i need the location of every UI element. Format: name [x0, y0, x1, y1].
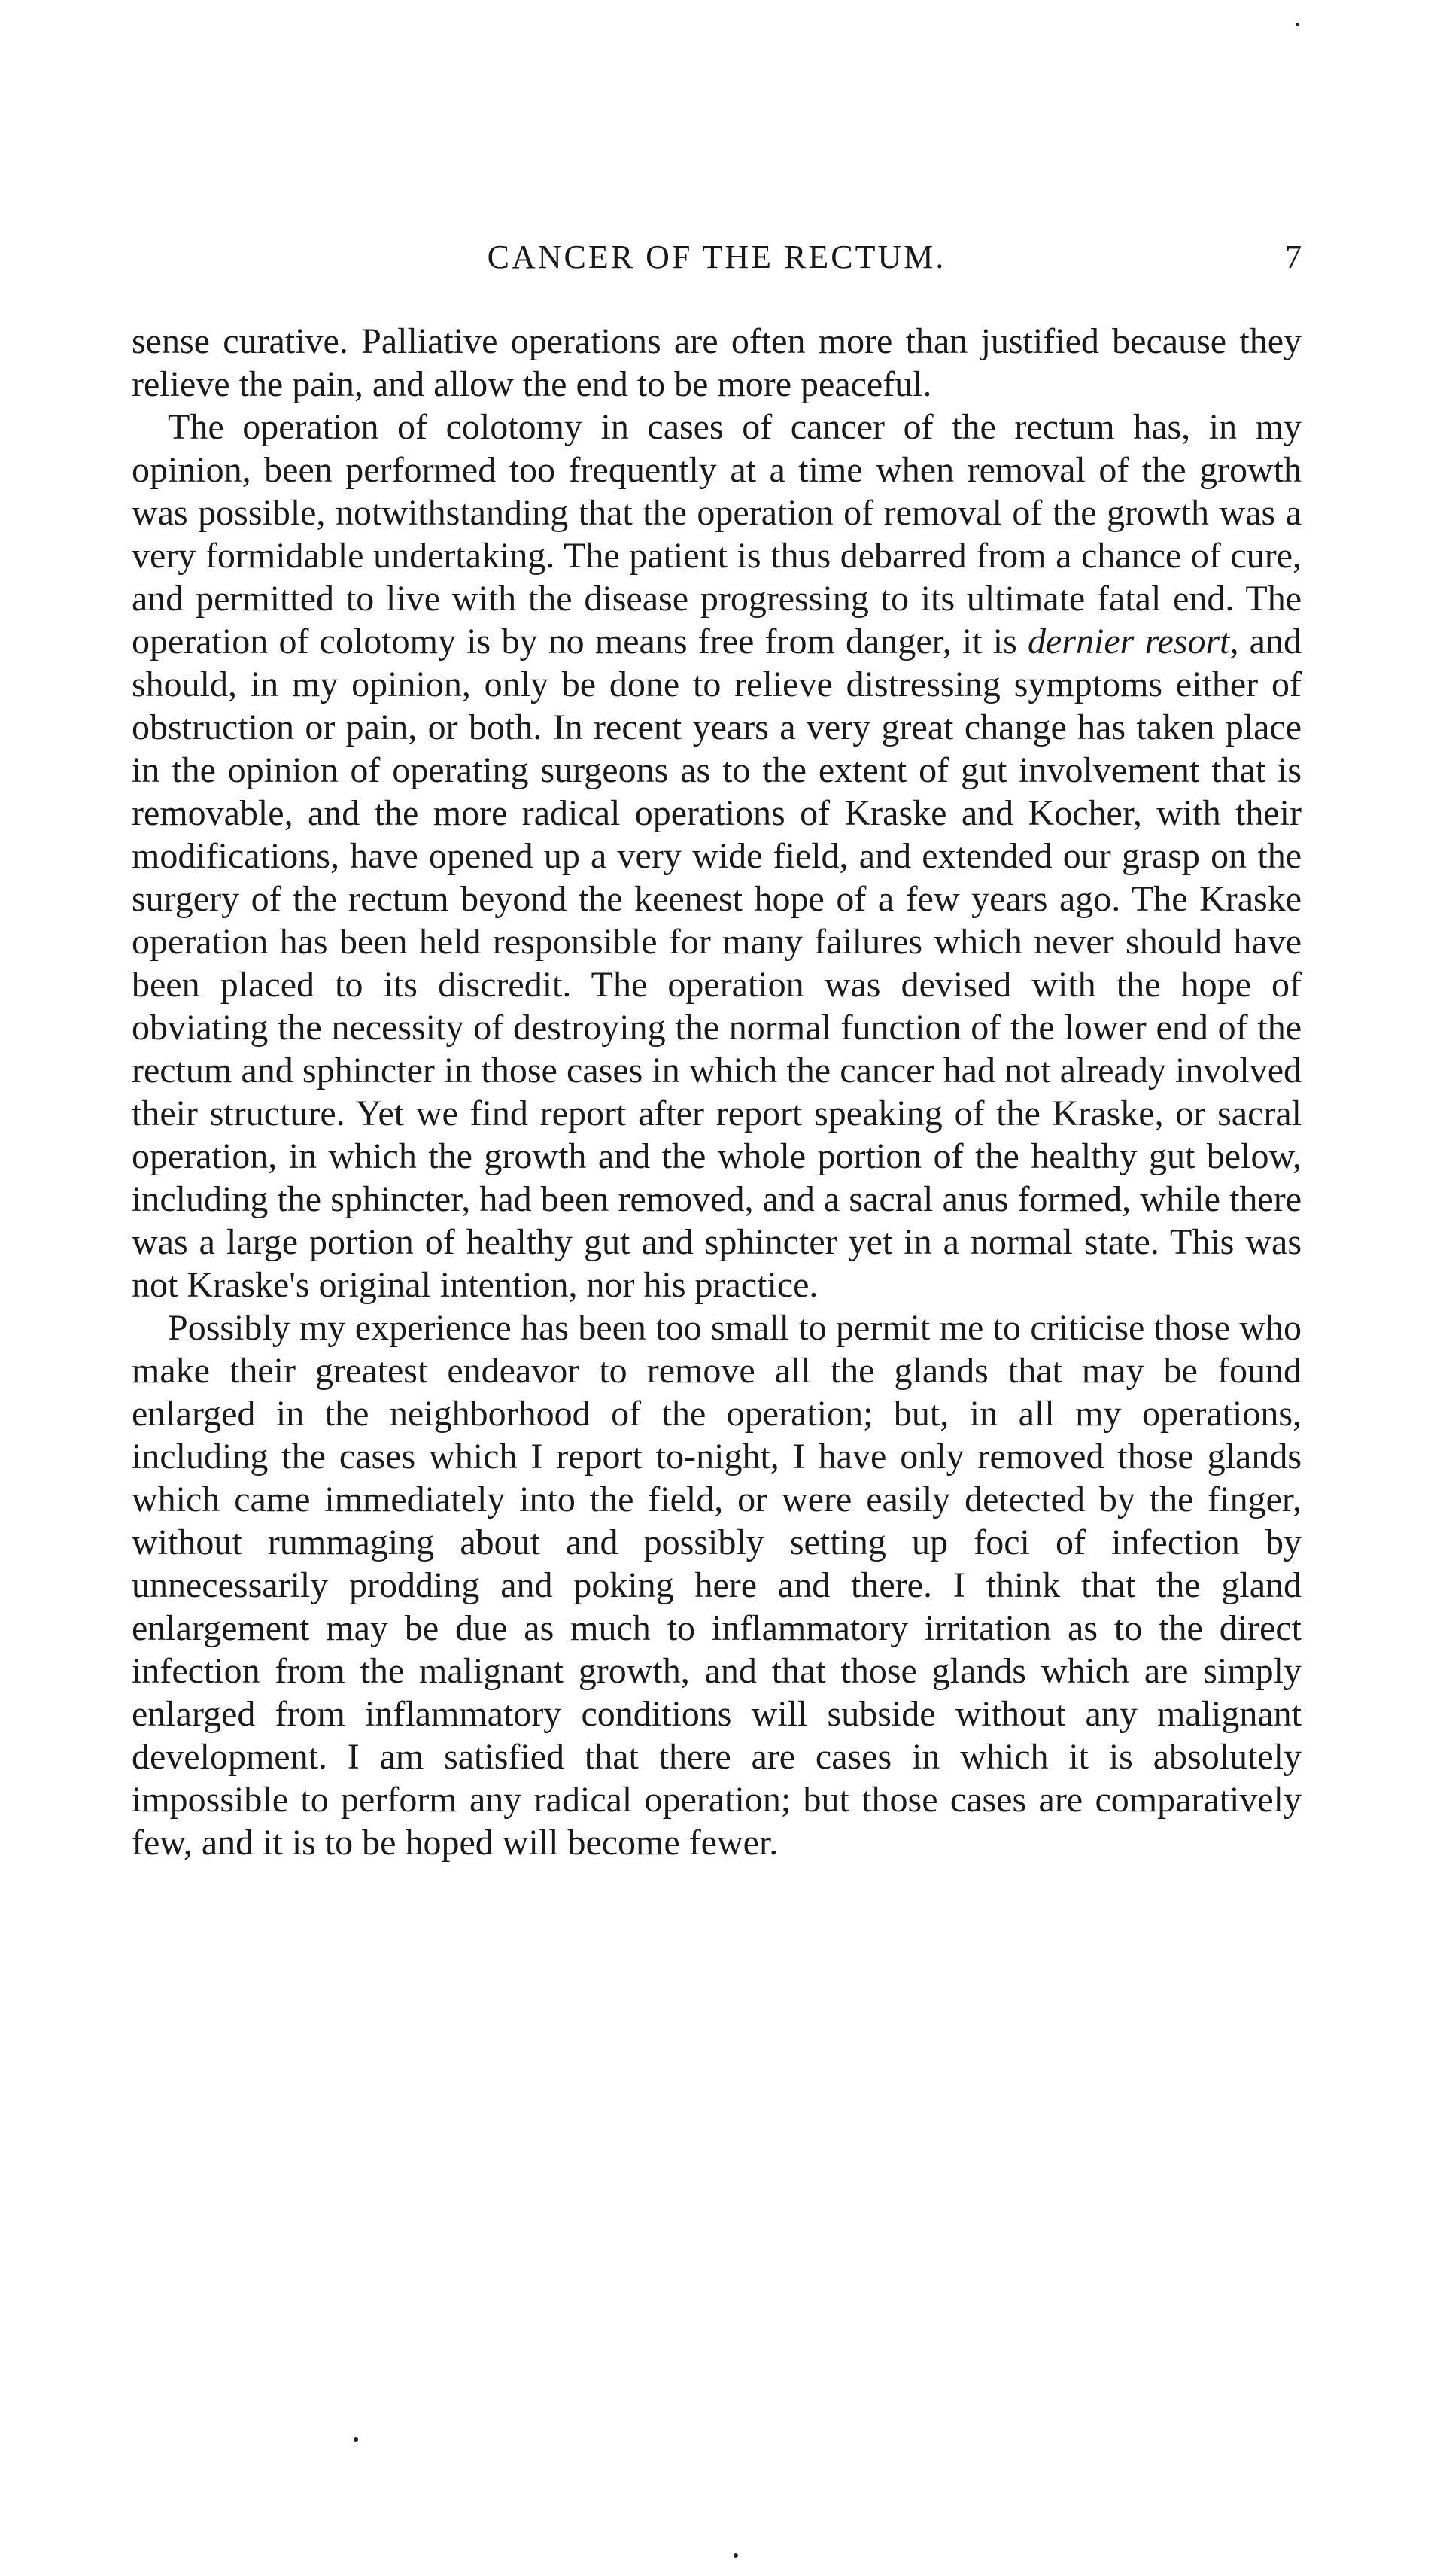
paragraph-3: Possibly my experience has been too small to permit me to criticise those who make their greatest endeavor to remove all the glands that may be found enlarged in the neighborhood of the operation; but, in all my operations, including the cases which I report to-night, I have only removed those glands which came immediately into the field, or were easily detected by the finger, without rummaging about and possibly setting up foci of infection by unnecessarily prodding and poking here and there. I think that the gland enlargement may be due as much to inflammatory irritation as to the direct infection from the malignant growth, and that those glands which are simply enlarged from inflammatory conditions will subside without any malignant development. I am satisfied that there are cases in which it is absolutely impossible to perform any radical operation; but those cases are comparatively few, and it is to be hoped will become fewer. [132, 1308, 1302, 1863]
page-number: 7 [1285, 239, 1302, 275]
print-speck [354, 2437, 358, 2442]
body-text [132, 320, 1302, 1864]
print-speck [734, 2553, 738, 2558]
paragraph-2-text-before: The operation of colotomy in cases of cancer of the rectum has, in my opinion, been performed too frequently at a time when removal of the growth was possible, notwithstanding that the operation of removal of the growth was a very formidable undertaking. The patient is thus debarred from a chance of cure, and permitted to live with the disease progressing to its ultimate fatal end. The operation of colotomy is by no means free from danger, it is [132, 407, 1302, 661]
paragraph-2-text-after: and should, in my opinion, only be done to relieve distressing symptoms either of obstruction or pain, or both. In recent years a very great change has taken place in the opinion of operating surgeons as to the extent of gut involvement that is removable, and the more radical operations of Kraske and Kocher, with their modifications, have opened up a very wide field, and extended our grasp on the surgery of the rectum beyond the keenest hope of a few years ago. The Kraske operation has been held responsible for many failures which never should have been placed to its discredit. The operation was devised with the hope of obviating the necessity of destroying the normal function of the lower end of the rectum and sphincter in those cases in which the cancer had not already involved their structure. Yet we find report after report speaking of the Kraske, or sacral operation, in which the growth and the whole portion of the healthy gut below, including the sphincter, had been removed, and a sacral anus formed, while there was a large portion of healthy gut and sphincter yet in a normal state. This was not Kraske's original intention, nor his practice. [132, 622, 1302, 1305]
italic-phrase: dernier resort, [1028, 622, 1239, 661]
print-speck [1296, 23, 1299, 26]
running-title: CANCER OF THE RECTUM. [487, 239, 946, 275]
running-head [132, 235, 1302, 280]
paragraph-2 [132, 406, 1302, 1306]
paragraph-1: sense curative. Palliative operations are often more than justified because they relieve the pain, and allow the end to be more peaceful. [132, 321, 1302, 404]
